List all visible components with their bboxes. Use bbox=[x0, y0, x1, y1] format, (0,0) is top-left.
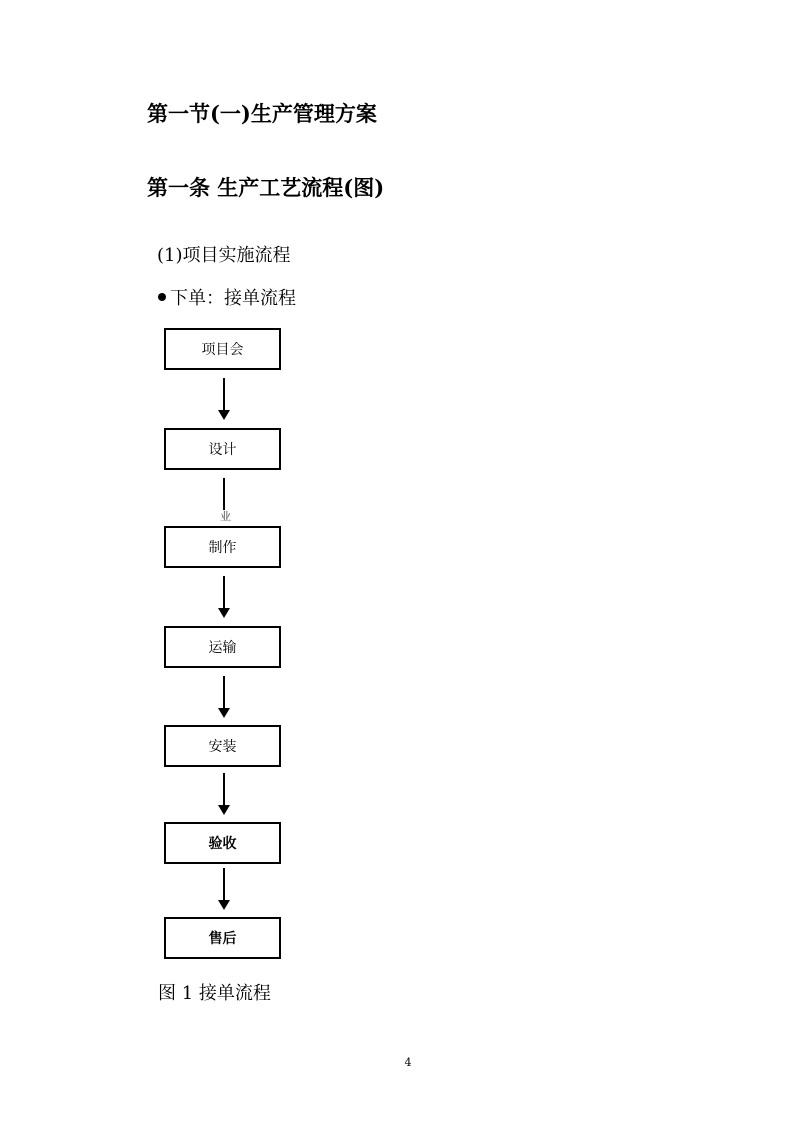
flow-step-label: 设计 bbox=[208, 442, 237, 458]
page-number: 4 bbox=[404, 1056, 412, 1069]
article-title: 第一条 生产工艺流程(图) bbox=[147, 175, 385, 200]
flow-step-acceptance bbox=[164, 822, 281, 864]
flow-step-label: 安装 bbox=[208, 739, 237, 755]
flow-step-label: 售后 bbox=[208, 931, 237, 947]
down-arrow-icon bbox=[217, 868, 231, 912]
flow-step-installation bbox=[164, 725, 281, 767]
bullet-item bbox=[158, 284, 296, 310]
flow-step-label: 运输 bbox=[208, 640, 237, 656]
flow-step-transport bbox=[164, 626, 281, 668]
bullet-dot-icon bbox=[158, 293, 166, 301]
down-arrow-icon bbox=[217, 378, 231, 422]
flow-step-label: 项目会 bbox=[201, 342, 244, 358]
flow-step-design bbox=[164, 428, 281, 470]
bullet-text: 下单：接单流程 bbox=[170, 288, 296, 309]
down-arrow-icon bbox=[217, 676, 231, 720]
subsection-heading: (1)项目实施流程 bbox=[157, 245, 291, 266]
down-arrow-icon bbox=[217, 576, 231, 620]
flow-step-production bbox=[164, 526, 281, 568]
flow-step-label: 制作 bbox=[208, 540, 237, 556]
stray-mark: 业 bbox=[220, 510, 231, 523]
flow-step-after-sales bbox=[164, 917, 281, 959]
down-arrow-icon bbox=[217, 773, 231, 817]
section-title: 第一节(一)生产管理方案 bbox=[147, 101, 377, 126]
flow-step-label: 验收 bbox=[208, 836, 237, 852]
figure-caption: 图 1 接单流程 bbox=[158, 983, 271, 1004]
flow-step-project-meeting bbox=[164, 328, 281, 370]
